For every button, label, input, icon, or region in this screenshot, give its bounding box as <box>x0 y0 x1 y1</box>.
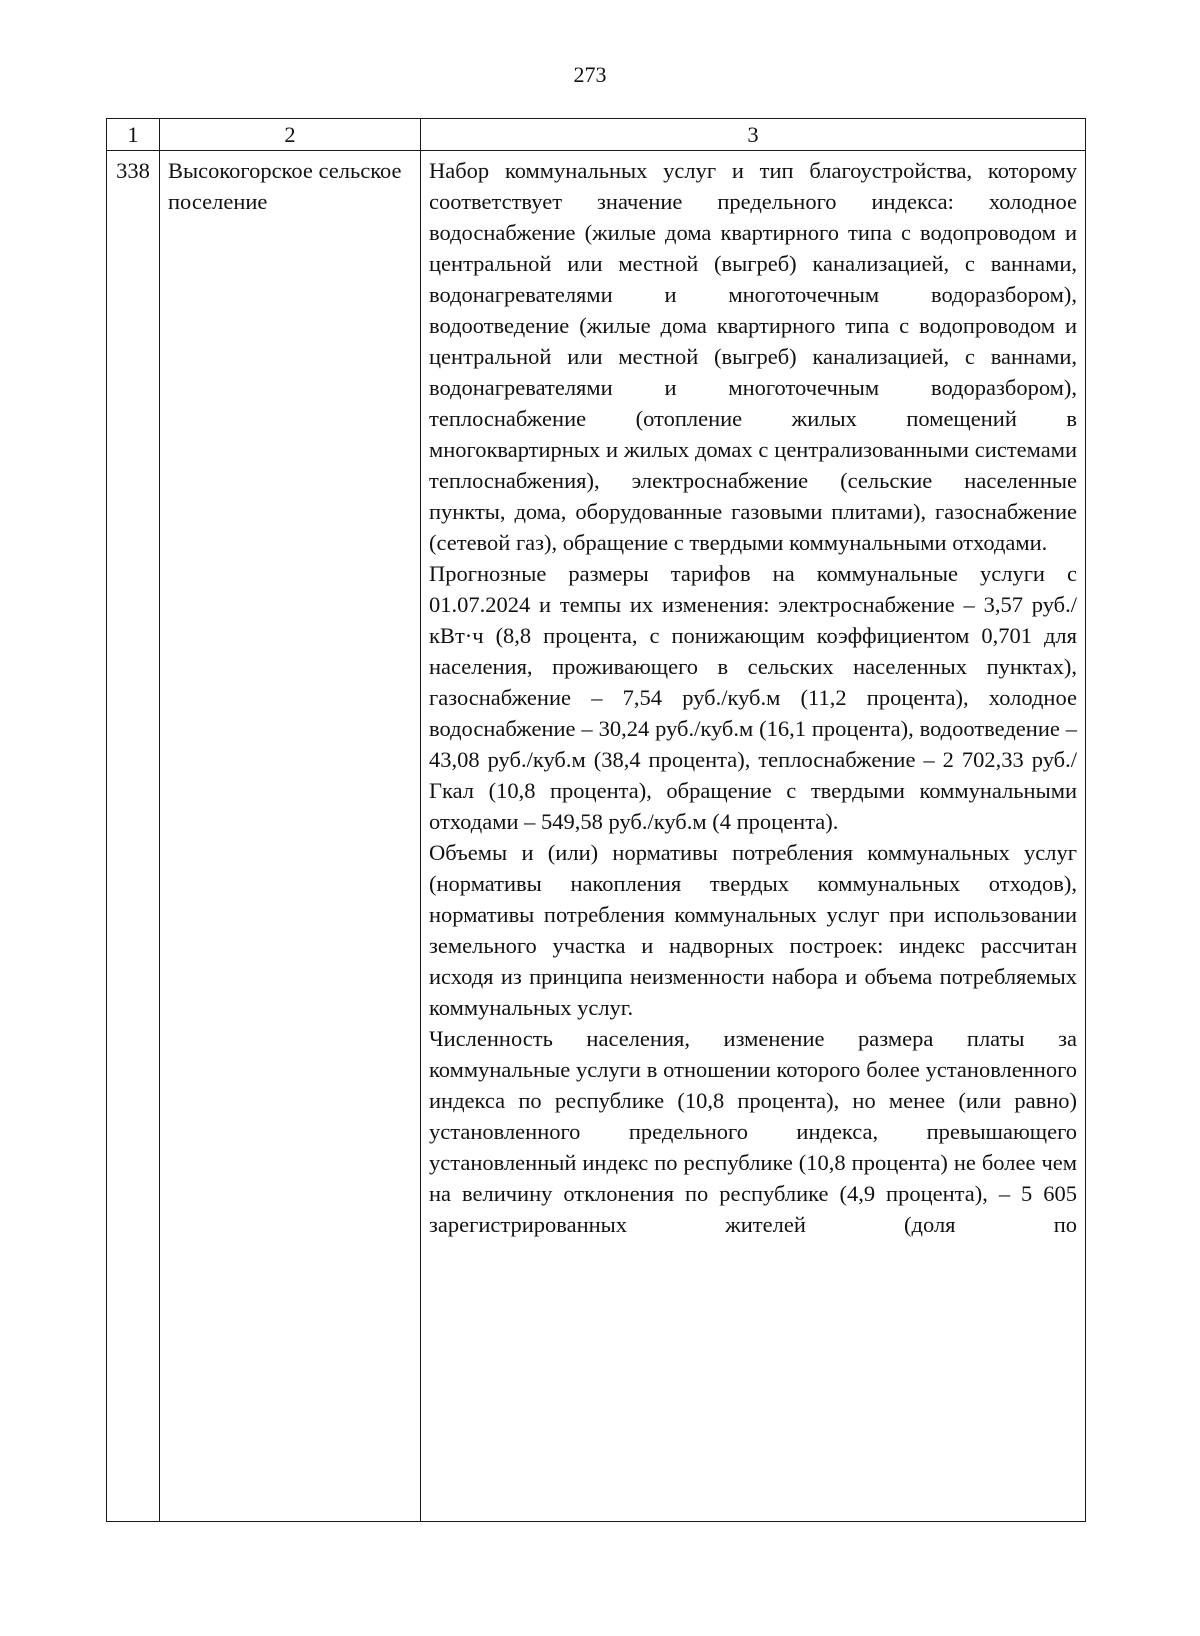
header-col-2: 2 <box>160 119 421 151</box>
page-number: 273 <box>573 62 607 87</box>
paragraph-tariffs: Прогнозные размеры тарифов на коммунальные услуги с 01.07.2024 и темпы их изменения: электроснабжение – 3,57 руб./кВт·ч (8,8 процента, с понижающим коэффициентом 0,701 для населения, проживающего в сельских населенных пунктах), газоснабжение – 7,54 руб./куб.м (11,2 процента), холодное водоснабжение – 30,24 руб./куб.м (16,1 процента), водоотведение – 43,08 руб./куб.м (38,4 процента), теплоснабжение – 2 702,33 руб./Гкал (10,8 процента), обращение с твердыми коммунальными отходами – 549,58 руб./куб.м (4 процента). <box>429 561 1077 834</box>
settlement-name: Высокогорское сельское поселение <box>160 151 421 1522</box>
row-number: 338 <box>107 151 160 1522</box>
table-row <box>107 151 1086 1522</box>
table-header-row <box>107 119 1086 151</box>
paragraph-volumes: Объемы и (или) нормативы потребления коммунальных услуг (нормативы накопления твердых коммунальных отходов), нормативы потребления коммунальных услуг при использовании земельного участка и надворных построек: индекс рассчитан исходя из принципа неизменности набора и объема потребляемых коммунальных услуг. <box>429 840 1077 1020</box>
tariff-table <box>106 118 1086 1522</box>
header-col-1: 1 <box>107 119 160 151</box>
paragraph-services: Набор коммунальных услуг и тип благоустройства, которому соответствует значение предельного индекса: холодное водоснабжение (жилые дома квартирного типа с водопроводом и центральной или местной (выгреб) канализацией, с ваннами, водонагревателями и многоточечным водоразбором), водоотведение (жилые дома квартирного типа с водопроводом и центральной или местной (выгреб) канализацией, с ваннами, водонагревателями и многоточечным водоразбором), теплоснабжение (отопление жилых помещений в многоквартирных и жилых домах с централизованными системами теплоснабжения), электроснабжение (сельские населенные пункты, дома, оборудованные газовыми плитами), газоснабжение (сетевой газ), обращение с твердыми коммунальными отходами. <box>429 158 1077 555</box>
paragraph-population: Численность населения, изменение размера платы за коммунальные услуги в отношении которого более установленного индекса по республике (10,8 процента), но менее (или равно) установленного предельного индекса, превышающего установленный индекс по республике (10,8 процента) не более чем на величину отклонения по республике (4,9 процента), – 5 605 зарегистрированных жителей (доля по <box>429 1026 1077 1237</box>
row-content <box>421 151 1086 1522</box>
header-col-3: 3 <box>421 119 1086 151</box>
